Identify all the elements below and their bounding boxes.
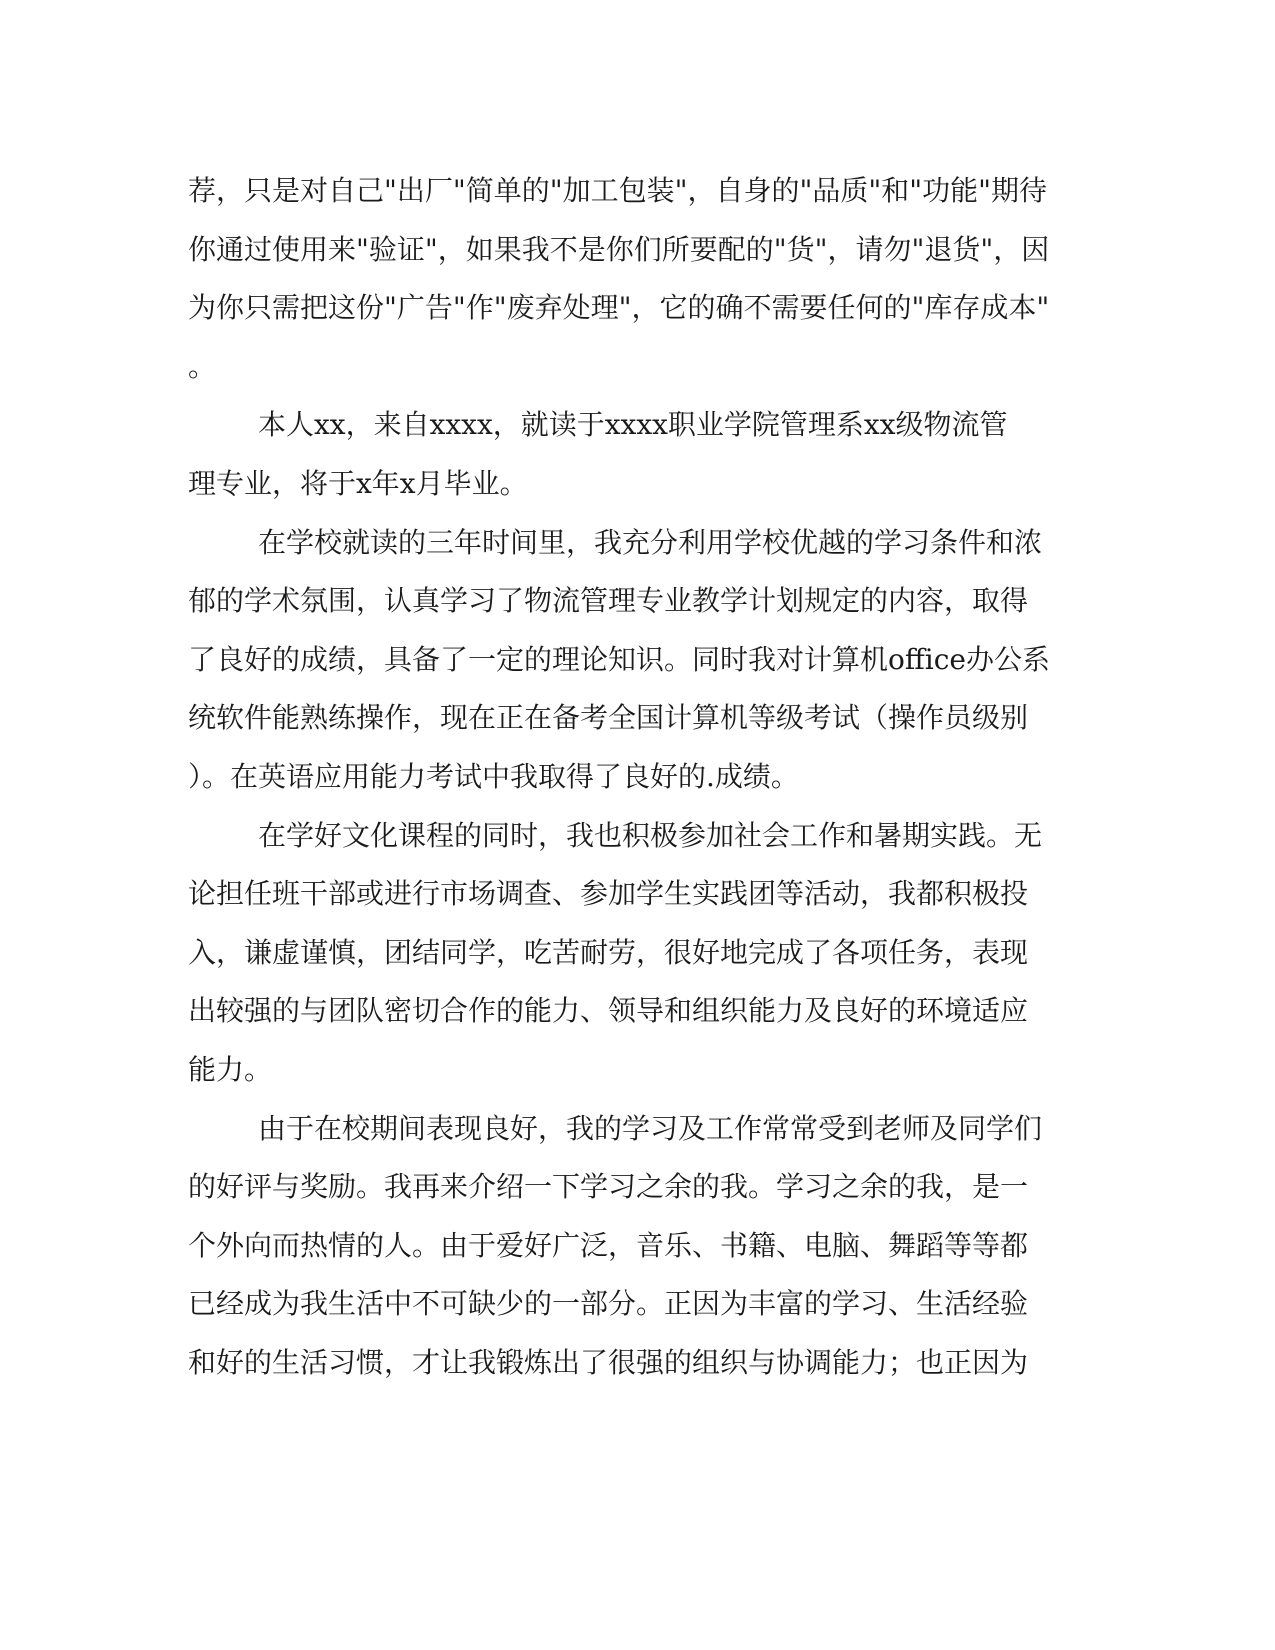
document-body	[188, 162, 1088, 1392]
text-line: 论担任班干部或进行市场调查、参加学生实践团等活动，我都积极投	[188, 877, 1029, 911]
paragraph-start-line: 在学好文化课程的同时，我也积极参加社会工作和暑期实践。无	[258, 818, 1043, 852]
paragraph-start-line: 本人xx，来自xxxx，就读于xxxx职业学院管理系xx级物流管	[258, 408, 1008, 442]
text-line: 和好的生活习惯，才让我锻炼出了很强的组织与协调能力；也正因为	[188, 1345, 1029, 1379]
text-line: 了良好的成绩，具备了一定的理论知识。同时我对计算机office办公系	[188, 642, 1050, 676]
text-line: ）。在英语应用能力考试中我取得了良好的.成绩。	[188, 759, 799, 793]
text-line: 理专业，将于x年x月毕业。	[188, 466, 528, 500]
paragraph-start-line: 由于在校期间表现良好，我的学习及工作常常受到老师及同学们	[258, 1111, 1043, 1145]
text-line: 你通过使用来"验证"，如果我不是你们所要配的"货"，请勿"退货"，因	[188, 232, 1050, 266]
paragraph-start-line: 在学校就读的三年时间里，我充分利用学校优越的学习条件和浓	[258, 525, 1043, 559]
text-line: 为你只需把这份"广告"作"废弃处理"，它的确不需要任何的"库存成本"	[188, 291, 1050, 325]
text-line: 统软件能熟练操作，现在正在备考全国计算机等级考试（操作员级别	[188, 701, 1029, 735]
text-line: 出较强的与团队密切合作的能力、领导和组织能力及良好的环境适应	[188, 994, 1029, 1028]
text-line: 。	[188, 349, 217, 383]
text-line: 能力。	[188, 1052, 273, 1086]
text-line: 郁的学术氛围，认真学习了物流管理专业教学计划规定的内容，取得	[188, 584, 1029, 618]
text-line: 的好评与奖励。我再来介绍一下学习之余的我。学习之余的我，是一	[188, 1170, 1029, 1204]
text-line: 入，谦虚谨慎，团结同学，吃苦耐劳，很好地完成了各项任务，表现	[188, 935, 1029, 969]
text-line: 荐，只是对自己"出厂"简单的"加工包装"，自身的"品质"和"功能"期待	[188, 174, 1048, 207]
text-line: 个外向而热情的人。由于爱好广泛，音乐、书籍、电脑、舞蹈等等都	[188, 1228, 1029, 1262]
text-line: 已经成为我生活中不可缺少的一部分。正因为丰富的学习、生活经验	[188, 1287, 1029, 1321]
